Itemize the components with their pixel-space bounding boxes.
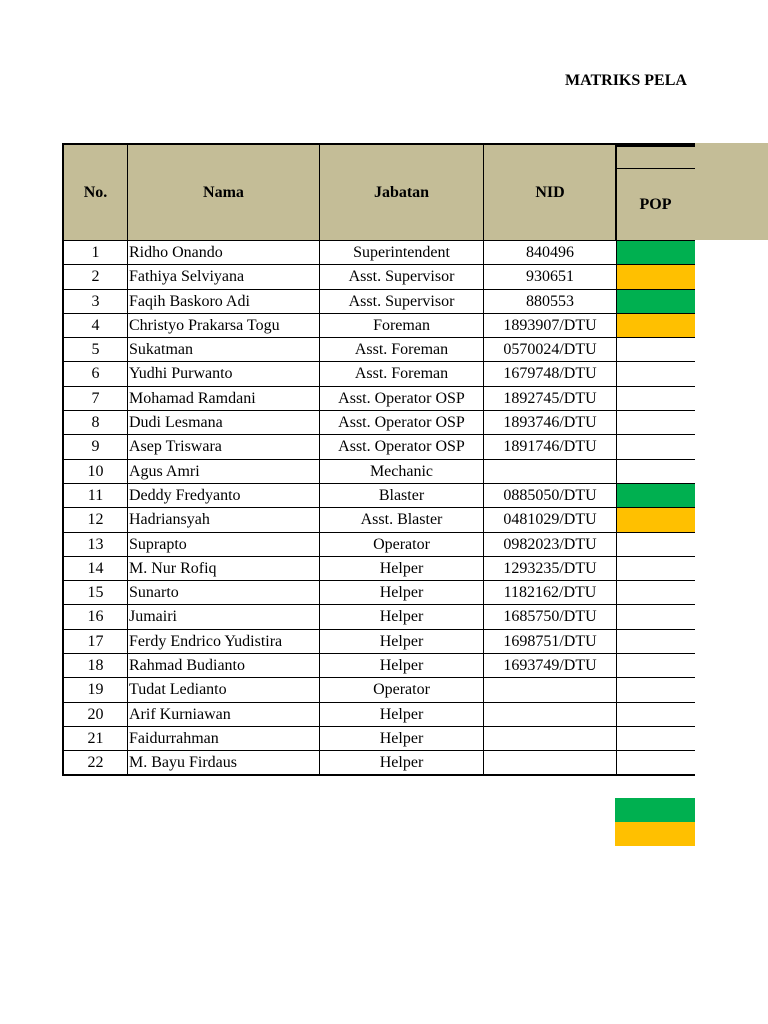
cell-nama[interactable]: Deddy Fredyanto — [128, 484, 320, 507]
cell-jabatan[interactable]: Helper — [320, 703, 484, 726]
table-row — [64, 241, 695, 265]
table-row — [64, 751, 695, 775]
cell-jabatan[interactable]: Asst. Foreman — [320, 338, 484, 361]
table-row — [64, 727, 695, 751]
table-row — [64, 533, 695, 557]
cell-no[interactable]: 19 — [64, 678, 128, 701]
cell-jabatan[interactable]: Asst. Supervisor — [320, 290, 484, 313]
cell-pop-status[interactable] — [617, 630, 695, 653]
cell-jabatan[interactable]: Asst. Foreman — [320, 362, 484, 385]
cell-no[interactable]: 5 — [64, 338, 128, 361]
cell-nama[interactable]: Ridho Onando — [128, 241, 320, 264]
cell-no[interactable]: 7 — [64, 387, 128, 410]
table-row — [64, 678, 695, 702]
cell-nid[interactable]: 0982023/DTU — [484, 533, 617, 556]
cell-pop-status[interactable] — [617, 387, 695, 410]
cell-nid[interactable]: 1893746/DTU — [484, 411, 617, 434]
cell-nid[interactable]: 880553 — [484, 290, 617, 313]
cell-nama[interactable]: Mohamad Ramdani — [128, 387, 320, 410]
cell-no[interactable]: 15 — [64, 581, 128, 604]
table-row — [64, 265, 695, 289]
cell-nama[interactable]: Agus Amri — [128, 460, 320, 483]
cell-pop-status[interactable] — [617, 605, 695, 628]
cell-nid[interactable]: 1891746/DTU — [484, 435, 617, 458]
cell-nid[interactable]: 1182162/DTU — [484, 581, 617, 604]
legend-yellow-swatch — [615, 822, 695, 846]
cell-no[interactable]: 3 — [64, 290, 128, 313]
cell-no[interactable]: 21 — [64, 727, 128, 750]
cell-nama[interactable]: Rahmad Budianto — [128, 654, 320, 677]
cell-nama[interactable]: Yudhi Purwanto — [128, 362, 320, 385]
header-nid: NID — [484, 145, 617, 240]
cell-jabatan[interactable]: Helper — [320, 654, 484, 677]
cell-jabatan[interactable]: Mechanic — [320, 460, 484, 483]
header-no: No. — [64, 145, 128, 240]
cell-nid[interactable]: 1698751/DTU — [484, 630, 617, 653]
cell-nama[interactable]: Arif Kurniawan — [128, 703, 320, 726]
cell-nid[interactable]: 1892745/DTU — [484, 387, 617, 410]
cell-no[interactable]: 18 — [64, 654, 128, 677]
cell-nama[interactable]: Sukatman — [128, 338, 320, 361]
cell-jabatan[interactable]: Asst. Supervisor — [320, 265, 484, 288]
cell-nid[interactable]: 930651 — [484, 265, 617, 288]
cell-jabatan[interactable]: Foreman — [320, 314, 484, 337]
cell-jabatan[interactable]: Operator — [320, 678, 484, 701]
table-row — [64, 314, 695, 338]
cell-no[interactable]: 8 — [64, 411, 128, 434]
cell-jabatan[interactable]: Helper — [320, 557, 484, 580]
cell-nama[interactable]: Fathiya Selviyana — [128, 265, 320, 288]
table-row — [64, 581, 695, 605]
cell-pop-status[interactable] — [617, 654, 695, 677]
table-row — [64, 508, 695, 532]
cell-pop-status[interactable] — [617, 678, 695, 701]
header-row — [62, 143, 695, 240]
cell-jabatan[interactable]: Helper — [320, 581, 484, 604]
table-header — [62, 143, 695, 240]
cell-pop-status[interactable] — [617, 241, 695, 264]
cell-jabatan[interactable]: Superintendent — [320, 241, 484, 264]
cell-jabatan[interactable]: Helper — [320, 605, 484, 628]
cell-jabatan[interactable]: Asst. Blaster — [320, 508, 484, 531]
table-row — [64, 411, 695, 435]
cell-pop-status[interactable] — [617, 727, 695, 750]
cell-no[interactable]: 1 — [64, 241, 128, 264]
cell-nama[interactable]: Christyo Prakarsa Togu — [128, 314, 320, 337]
cell-pop-status[interactable] — [617, 581, 695, 604]
table-row — [64, 484, 695, 508]
table-row — [64, 338, 695, 362]
table-row — [64, 460, 695, 484]
header-jabatan: Jabatan — [320, 145, 484, 240]
cell-nama[interactable]: Asep Triswara — [128, 435, 320, 458]
cell-nama[interactable]: Tudat Ledianto — [128, 678, 320, 701]
cell-pop-status[interactable] — [617, 484, 695, 507]
cell-pop-status[interactable] — [617, 290, 695, 313]
cell-no[interactable]: 17 — [64, 630, 128, 653]
cell-pop-status[interactable] — [617, 508, 695, 531]
cell-pop-status[interactable] — [617, 533, 695, 556]
cell-nid[interactable]: 0481029/DTU — [484, 508, 617, 531]
cell-no[interactable]: 16 — [64, 605, 128, 628]
cell-pop-status[interactable] — [617, 411, 695, 434]
cell-no[interactable]: 10 — [64, 460, 128, 483]
cell-no[interactable]: 20 — [64, 703, 128, 726]
cell-jabatan[interactable]: Asst. Operator OSP — [320, 435, 484, 458]
header-nama: Nama — [128, 145, 320, 240]
header-pop: POP — [615, 169, 695, 240]
cell-pop-status[interactable] — [617, 265, 695, 288]
table-row — [64, 605, 695, 629]
cell-no[interactable]: 22 — [64, 751, 128, 773]
table-row — [64, 654, 695, 678]
cell-nama[interactable]: M. Nur Rofiq — [128, 557, 320, 580]
cell-pop-status[interactable] — [617, 435, 695, 458]
cell-jabatan[interactable]: Operator — [320, 533, 484, 556]
cell-no[interactable]: 12 — [64, 508, 128, 531]
cell-pop-status[interactable] — [617, 460, 695, 483]
cell-no[interactable]: 9 — [64, 435, 128, 458]
table-row — [64, 435, 695, 459]
cell-nid[interactable] — [484, 678, 617, 701]
cell-nid[interactable]: 1679748/DTU — [484, 362, 617, 385]
table-row — [64, 387, 695, 411]
cell-nid[interactable]: 0570024/DTU — [484, 338, 617, 361]
cell-no[interactable]: 6 — [64, 362, 128, 385]
cell-nid[interactable] — [484, 460, 617, 483]
cell-pop-status[interactable] — [617, 703, 695, 726]
cell-nama[interactable]: Ferdy Endrico Yudistira — [128, 630, 320, 653]
cell-nama[interactable]: Faqih Baskoro Adi — [128, 290, 320, 313]
cell-jabatan[interactable]: Helper — [320, 751, 484, 773]
table-row — [64, 557, 695, 581]
cell-no[interactable]: 2 — [64, 265, 128, 288]
table-row — [64, 362, 695, 386]
cell-nid[interactable]: 1293235/DTU — [484, 557, 617, 580]
cell-nid[interactable]: 1693749/DTU — [484, 654, 617, 677]
cell-nama[interactable]: Dudi Lesmana — [128, 411, 320, 434]
cell-no[interactable]: 14 — [64, 557, 128, 580]
cell-nama[interactable]: M. Bayu Firdaus — [128, 751, 320, 773]
legend-green-swatch — [615, 798, 695, 822]
table-row — [64, 290, 695, 314]
cell-pop-status[interactable] — [617, 314, 695, 337]
cell-nid[interactable]: 0885050/DTU — [484, 484, 617, 507]
cell-no[interactable]: 11 — [64, 484, 128, 507]
cell-nama[interactable]: Hadriansyah — [128, 508, 320, 531]
table-row — [64, 630, 695, 654]
cell-nama[interactable]: Jumairi — [128, 605, 320, 628]
cell-nama[interactable]: Sunarto — [128, 581, 320, 604]
cell-pop-status[interactable] — [617, 362, 695, 385]
cell-nid[interactable]: 840496 — [484, 241, 617, 264]
cell-nid[interactable]: 1685750/DTU — [484, 605, 617, 628]
cell-nid[interactable] — [484, 703, 617, 726]
page-title: MATRIKS PELA — [565, 72, 687, 89]
cell-jabatan[interactable]: Helper — [320, 630, 484, 653]
table-body — [62, 240, 695, 776]
cell-jabatan[interactable]: Helper — [320, 727, 484, 750]
cell-nama[interactable]: Suprapto — [128, 533, 320, 556]
cell-no[interactable]: 13 — [64, 533, 128, 556]
cell-pop-status[interactable] — [617, 557, 695, 580]
cell-pop-status[interactable] — [617, 338, 695, 361]
table-row — [64, 703, 695, 727]
cell-nid[interactable]: 1893907/DTU — [484, 314, 617, 337]
cell-nid[interactable] — [484, 751, 617, 773]
cell-nid[interactable] — [484, 727, 617, 750]
cell-no[interactable]: 4 — [64, 314, 128, 337]
cell-jabatan[interactable]: Asst. Operator OSP — [320, 387, 484, 410]
cell-jabatan[interactable]: Asst. Operator OSP — [320, 411, 484, 434]
cell-jabatan[interactable]: Blaster — [320, 484, 484, 507]
cell-pop-status[interactable] — [617, 751, 695, 773]
header-pop-group — [615, 145, 695, 169]
cell-nama[interactable]: Faidurrahman — [128, 727, 320, 750]
